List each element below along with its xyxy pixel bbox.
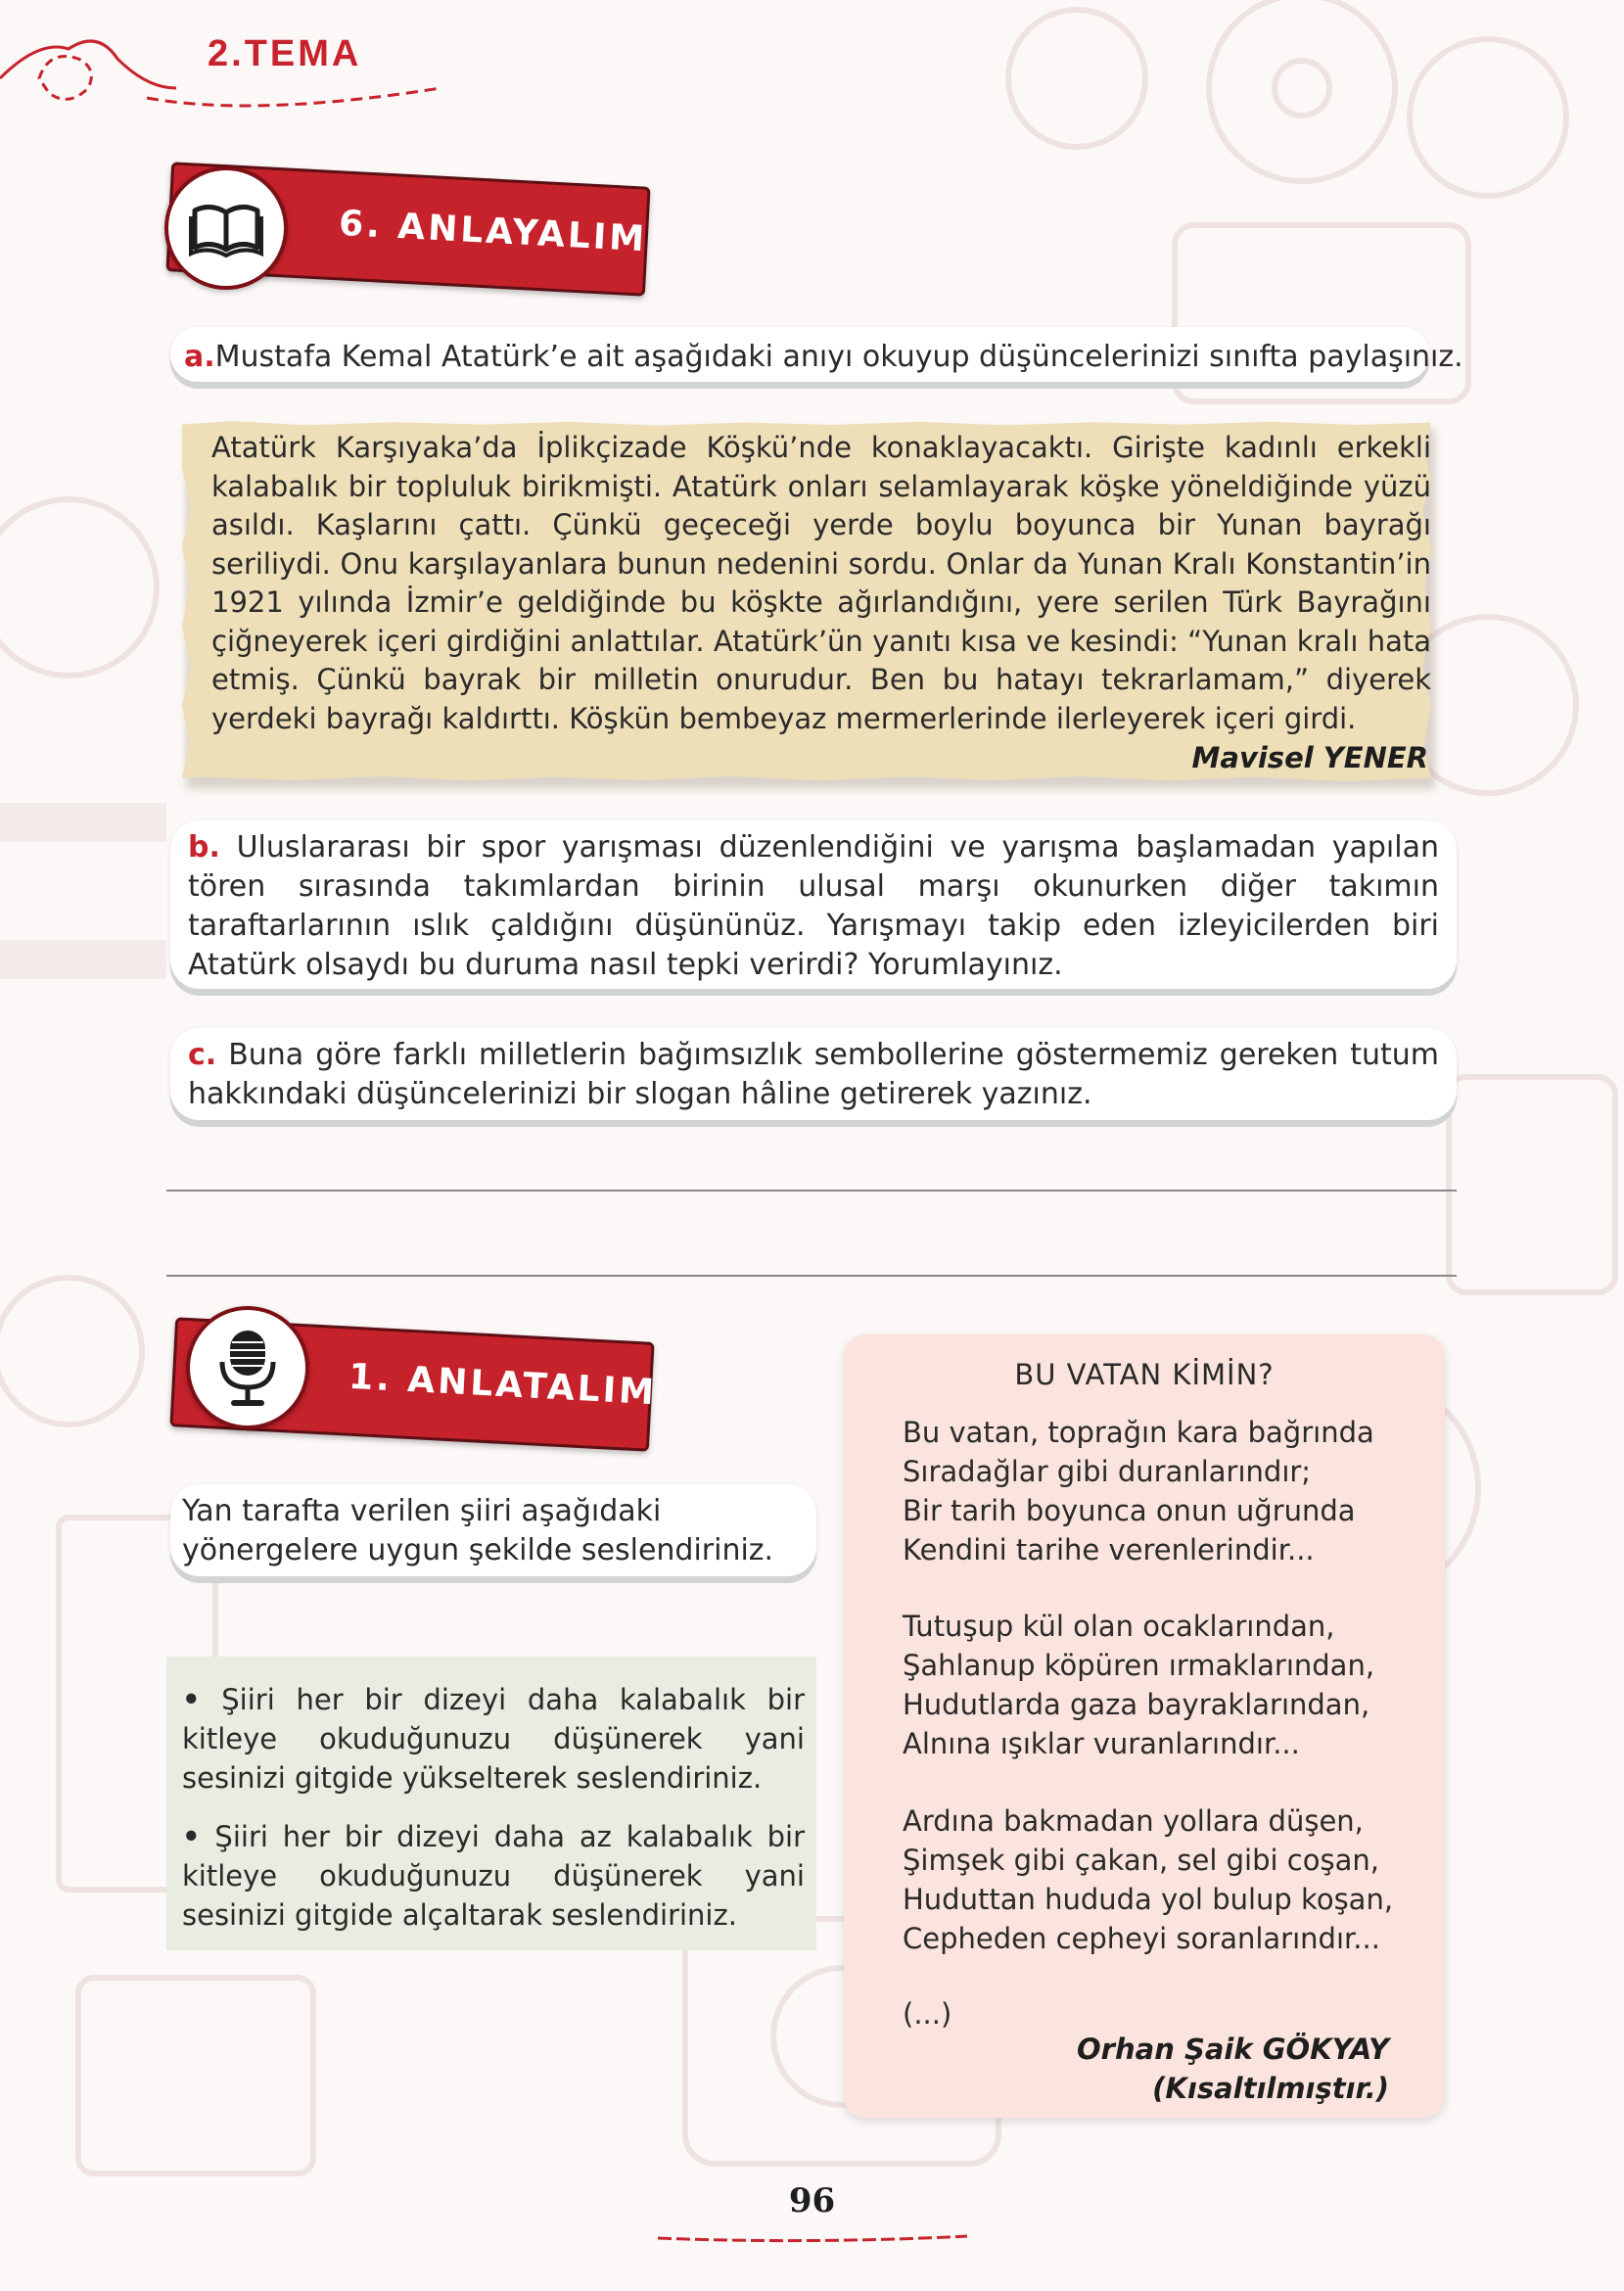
poem-line: Bu vatan, toprağın kara bağrında: [903, 1416, 1374, 1449]
poem-line: Şahlanup köpüren ırmaklarından,: [903, 1649, 1375, 1682]
poem-title: BU VATAN KİMİN?: [1014, 1358, 1275, 1391]
answer-line-2[interactable]: [166, 1275, 1457, 1277]
question-c-text: Buna göre farklı milletlerin bağımsızlık sembollerine göstermemiz gereken tutum hakkındaki düşüncelerinizi bir slogan hâline getirerek yazınız.: [188, 1038, 1439, 1111]
question-a-mark: a.: [184, 340, 215, 374]
page-number: 96: [788, 2181, 836, 2221]
question-b: [170, 820, 1457, 989]
poem-author: Orhan Şaik GÖKYAY: [1077, 2033, 1389, 2066]
poem-note: (Kısaltılmıştır.): [1152, 2072, 1389, 2105]
story-text: Atatürk Karşıyaka’da İplikçizade Köşkü’nde konaklayacaktı. Girişte kadınlı erkekli kalabalık bir topluluk birikmişti. Atatürk onları selamlayarak köşke yöneldiğinde yüzü asıldı. Kaşlarını çattı. Çünkü geçeceği yerde boylu boyunca bir Yunan bayrağı seriliydi. Onu karşılayanlara bunun nedenini sordu. Onlar da Yunan Kralı Konstantin’in 1921 yılında İzmir’e geldiğinde bu köşkte ağırlandığını, yere serilen Türk Bayrağını çiğneyerek içeri girdiğini anlattılar. Atatürk’ün yanıtı kısa ve kesindi: “Yunan kralı hata etmiş. Çünkü bayrak bir milletin onurudur. Ben bu hatayı tekrarlamam,” diyerek yerdeki bayrağı kaldırttı. Köşkün bembeyaz mermerlerinde ilerleyerek içeri girdi.: [211, 431, 1431, 735]
poem-line: Huduttan hududa yol bulup koşan,: [903, 1883, 1394, 1916]
bullet-text: Şiiri her bir dizeyi daha az kalabalık bir kitleye okuduğunuzu düşünerek yani sesinizi gitgide alçaltarak seslendiriniz.: [182, 1820, 805, 1932]
bullet-item: [182, 1817, 805, 1935]
book-icon-badge: [164, 166, 288, 290]
poem-line: Sıradağlar gibi duranlarındır;: [903, 1455, 1312, 1488]
theme-label: 2.TEMA: [208, 33, 362, 74]
question-a: [170, 327, 1463, 382]
poem-stanza: [903, 1607, 1374, 1763]
story-text-block: [211, 429, 1431, 738]
bullet-item: [182, 1680, 805, 1798]
book-icon: [185, 187, 267, 269]
poem-ellipsis: (...): [903, 1997, 952, 2031]
microphone-icon-badge: [186, 1306, 309, 1429]
bullet-symbol: •: [182, 1683, 201, 1716]
poem-line: Ardına bakmadan yollara düşen,: [903, 1804, 1364, 1838]
poem-line: Kendini tarihe verenlerindir...: [903, 1533, 1315, 1566]
poem-line: Cepheden cepheyi soranlarındır...: [903, 1922, 1380, 1955]
question-a-text: Mustafa Kemal Atatürk’e ait aşağıdaki anıyı okuyup düşüncelerinizi sınıfta paylaşınız.: [214, 340, 1463, 374]
poem-line: Şimşek gibi çakan, sel gibi coşan,: [903, 1844, 1379, 1877]
story-author: Mavisel YENER: [1191, 741, 1428, 774]
instruction-text: Yan tarafta verilen şiiri aşağıdaki yönergelere uygun şekilde seslendiriniz.: [182, 1494, 774, 1567]
question-b-text: Uluslararası bir spor yarışması düzenlendiğini ve yarışma başlamadan yapılan tören sırasında takımlardan birinin ulusal marşı okunurken diğer takımın taraftarlarının ıslık çaldığını düşününüz. Yarışmayı takip eden izleyicilerden biri Atatürk olsaydı bu duruma nasıl tepki verirdi? Yorumlayınız.: [188, 830, 1439, 982]
poem-stanza: [903, 1801, 1393, 1958]
question-b-mark: b.: [188, 830, 220, 865]
poem-attribution: [1077, 2030, 1389, 2108]
poem-stanza: [903, 1413, 1374, 1569]
bullet-text: Şiiri her bir dizeyi daha kalabalık bir kitleye okuduğunuzu düşünerek yani sesinizi gitgide yükselterek seslendiriniz.: [182, 1683, 805, 1795]
question-c-mark: c.: [188, 1038, 217, 1072]
poem-line: Hudutlarda gaza bayraklarından,: [903, 1688, 1370, 1721]
question-c: [170, 1028, 1457, 1120]
poem-line: Tutuşup kül olan ocaklarından,: [903, 1610, 1335, 1643]
microphone-icon: [207, 1327, 289, 1409]
poem-line: Bir tarih boyunca onun uğrunda: [903, 1494, 1356, 1527]
bullet-symbol: •: [182, 1820, 201, 1853]
instruction-note: [170, 1484, 816, 1576]
poem-line: Alnına ışıklar vuranlarındır...: [903, 1727, 1300, 1760]
section-title-understand: 6. ANLAYALIM: [338, 203, 649, 260]
answer-line-1[interactable]: [166, 1190, 1457, 1192]
page-number-underline: [658, 2232, 967, 2244]
section-title-tell: 1. ANLATALIM: [348, 1356, 658, 1414]
